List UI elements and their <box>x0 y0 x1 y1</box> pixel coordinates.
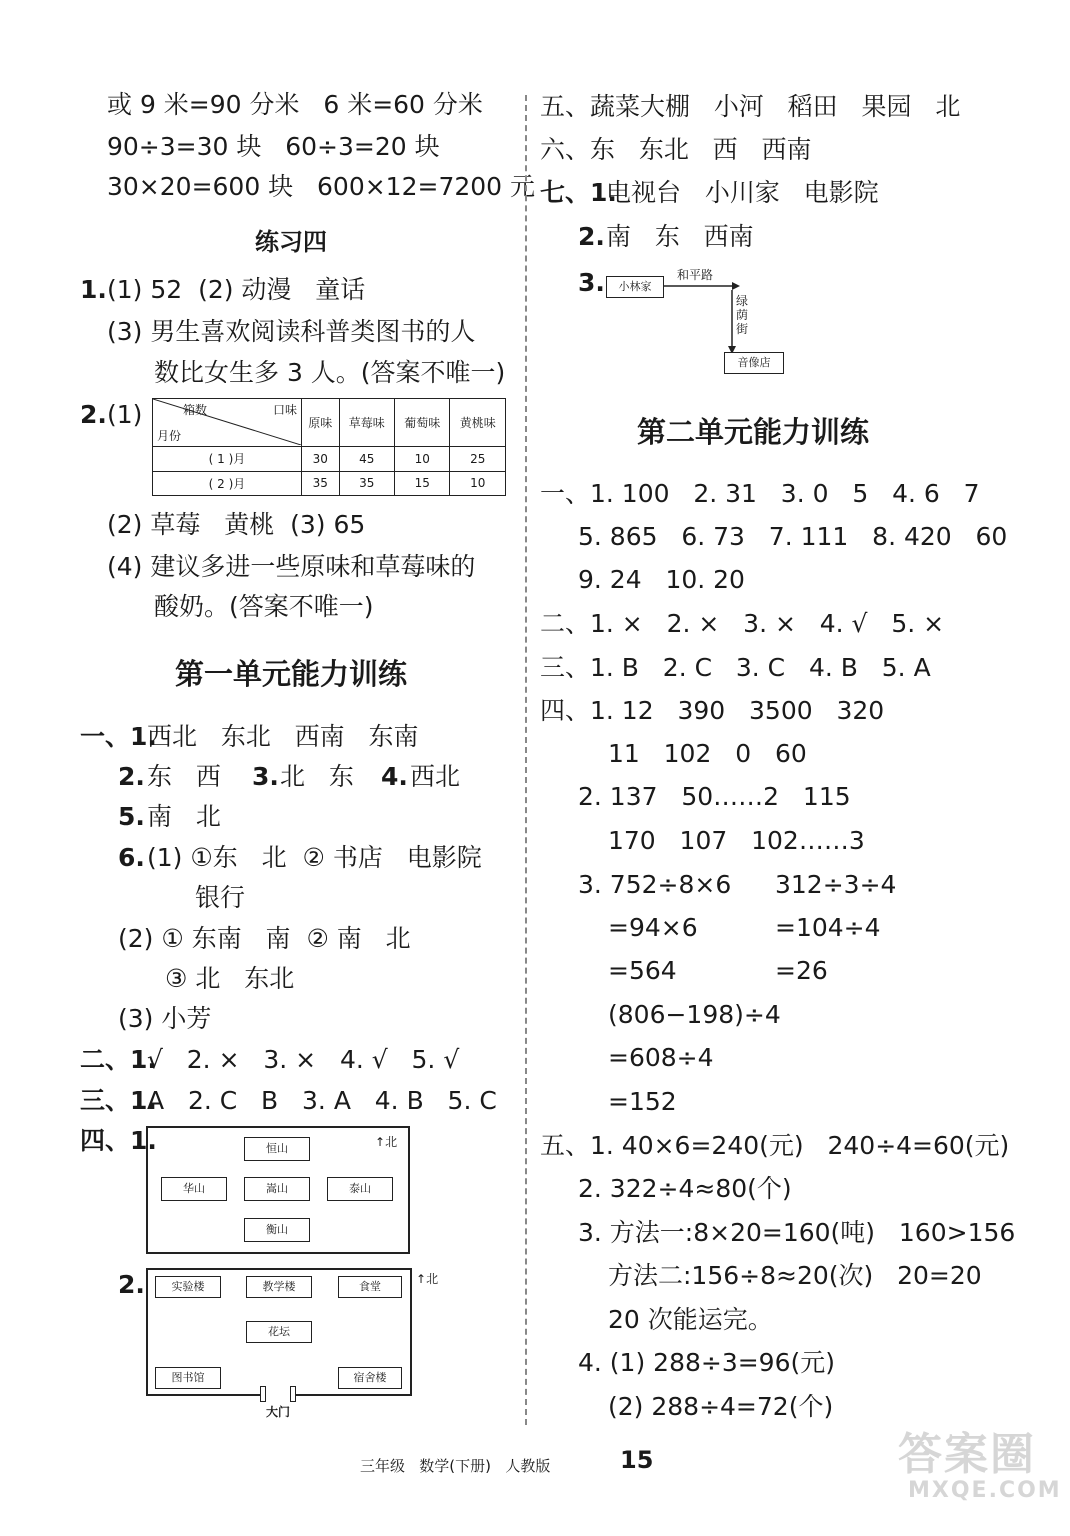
table-corner-header <box>153 399 302 447</box>
route-road1: 和平路 <box>677 268 714 282</box>
question-number: 3. <box>578 268 605 297</box>
answer-line: ③ 北 东北 <box>165 964 295 993</box>
question-number: 一、1. <box>80 722 157 751</box>
map-box-top: 恒山 <box>244 1137 310 1161</box>
answer-line: 4. (1) 288÷3=96(元) <box>578 1348 835 1377</box>
answer-line: (806−198)÷4 <box>608 1000 781 1029</box>
question-number: 2. <box>118 1270 145 1299</box>
north-label: 北 <box>385 1135 398 1149</box>
answer-line: 20 次能运完。 <box>608 1305 773 1334</box>
answer-line: =26 <box>775 956 828 985</box>
answer-line: =564 <box>608 956 677 985</box>
north-arrow-icon: ↑北 <box>416 1272 439 1286</box>
answer-line: (1) <box>107 400 143 429</box>
table-cell: 15 <box>394 471 449 496</box>
answer-line: (3) 男生喜欢阅读科普类图书的人 <box>107 317 476 346</box>
answer-line: (1) ①东 北 ② 书店 电影院 <box>147 843 482 872</box>
corner-label-flavor: 口味 <box>272 403 297 417</box>
answer-line: (1) 52 (2) 动漫 童话 <box>107 275 366 304</box>
answer-line: 9. 24 10. 20 <box>578 565 745 594</box>
question-number: 4. <box>381 762 408 791</box>
answer-line: 或 9 米=90 分米 6 米=60 分米 <box>107 90 483 119</box>
question-number: 2. <box>80 400 107 429</box>
table-cell: 35 <box>302 471 340 496</box>
question-number: 3. <box>252 762 279 791</box>
answer-line: 数比女生多 3 人。(答案不唯一) <box>154 358 506 387</box>
question-number: 三、1. <box>80 1086 157 1115</box>
answer-line: 2. 137 50……2 115 <box>578 782 851 811</box>
table-cell: 30 <box>302 447 340 472</box>
answer-line: 南 北 <box>147 802 221 831</box>
answer-line: (4) 建议多进一些原味和草莓味的 <box>107 552 476 581</box>
answer-line: 北 东 <box>280 762 354 791</box>
answer-line: (3) 小芳 <box>118 1004 212 1033</box>
question-number: 七、1. <box>540 178 617 207</box>
route-end: 音像店 <box>724 352 784 374</box>
answer-line: 312÷3÷4 <box>775 870 897 899</box>
answer-line: 南 东 西南 <box>606 222 754 251</box>
answer-line: 五、蔬菜大棚 小河 稻田 果园 北 <box>540 92 961 121</box>
question-number: 5. <box>118 802 145 831</box>
answer-line: 11 102 0 60 <box>608 739 807 768</box>
corner-label-boxes: 箱数 <box>183 403 208 417</box>
map-box-teaching: 教学楼 <box>246 1276 312 1298</box>
answer-line: 170 107 102……3 <box>608 826 865 855</box>
corner-label-month: 月份 <box>157 429 182 443</box>
map-box-library: 图书馆 <box>155 1367 221 1389</box>
answer-line: A 2. C B 3. A 4. B 5. C <box>147 1086 497 1115</box>
answer-line: 六、东 东北 西 西南 <box>540 135 812 164</box>
answer-line: (2) 草莓 黄桃 (3) 65 <box>107 510 366 539</box>
footer-text: 三年级 数学(下册) 人教版 <box>360 1457 551 1475</box>
north-label: 北 <box>426 1272 439 1286</box>
table-cell: 10 <box>394 447 449 472</box>
answer-line: 西北 <box>410 762 461 791</box>
answer-line: 酸奶。(答案不唯一) <box>154 592 374 621</box>
answer-line: 四、1. 12 390 3500 320 <box>540 696 885 725</box>
north-arrow-icon: ↑北 <box>375 1135 398 1149</box>
answer-line: (2) 288÷4=72(个) <box>608 1392 834 1421</box>
answer-line: 西北 东北 西南 东南 <box>147 722 419 751</box>
gate-label: 大门 <box>266 1405 291 1419</box>
map-box-right: 泰山 <box>327 1177 393 1201</box>
answer-line: =152 <box>608 1087 677 1116</box>
row-label: ( 1 )月 <box>153 447 302 472</box>
answer-line: (2) ① 东南 南 ② 南 北 <box>118 924 411 953</box>
gate-post-right <box>290 1386 296 1402</box>
section-title-unit2: 第二单元能力训练 <box>637 415 870 449</box>
yogurt-sales-table <box>152 398 506 496</box>
page-number: 15 <box>620 1446 654 1474</box>
question-number: 6. <box>118 843 145 872</box>
watermark-url: MXQE.COM <box>908 1478 1062 1503</box>
table-header: 原味 <box>302 399 340 447</box>
answer-line: =94×6 <box>608 913 698 942</box>
table-header: 黄桃味 <box>450 399 506 447</box>
table-header: 葡萄味 <box>394 399 449 447</box>
question-number: 1. <box>80 275 107 304</box>
answer-line: 东 西 <box>147 762 221 791</box>
gate-post-left <box>260 1386 266 1402</box>
question-number: 2. <box>118 762 145 791</box>
answer-line: =608÷4 <box>608 1043 714 1072</box>
answer-line: 二、1. × 2. × 3. × 4. √ 5. × <box>540 609 945 638</box>
map-box-canteen: 食堂 <box>338 1276 402 1298</box>
table-cell: 10 <box>450 471 506 496</box>
section-title-unit1: 第一单元能力训练 <box>175 657 408 691</box>
answer-line: 2. 322÷4≈80(个) <box>578 1174 792 1203</box>
answer-line: 30×20=600 块 600×12=7200 元 <box>107 172 536 201</box>
answer-line: 一、1. 100 2. 31 3. 0 5 4. 6 7 <box>540 479 980 508</box>
table-cell: 45 <box>339 447 394 472</box>
answer-line: 90÷3=30 块 60÷3=20 块 <box>107 132 440 161</box>
answer-line: 5. 865 6. 73 7. 111 8. 420 60 <box>578 522 1008 551</box>
table-cell: 35 <box>339 471 394 496</box>
answer-line: 电视台 小川家 电影院 <box>606 178 879 207</box>
answer-line: 方法二:156÷8≈20(次) 20=20 <box>608 1261 982 1290</box>
answer-line: 3. 方法一:8×20=160(吨) 160>156 <box>578 1218 1016 1247</box>
answer-line: 银行 <box>195 883 246 912</box>
question-number: 2. <box>578 222 605 251</box>
map-box-dorm: 宿舍楼 <box>338 1367 402 1389</box>
watermark: 答案圈 <box>898 1429 1036 1480</box>
answer-line: =104÷4 <box>775 913 881 942</box>
map-box-garden: 花坛 <box>246 1321 312 1343</box>
answer-line: 3. 752÷8×6 <box>578 870 732 899</box>
map-box-lab: 实验楼 <box>155 1276 221 1298</box>
question-number: 二、1. <box>80 1045 157 1074</box>
gate-gap <box>262 1384 292 1398</box>
table-row <box>153 447 506 472</box>
answer-line: 三、1. B 2. C 3. C 4. B 5. A <box>540 653 931 682</box>
map-box-bottom: 衡山 <box>244 1218 310 1242</box>
route-start: 小林家 <box>606 276 664 298</box>
table-header: 草莓味 <box>339 399 394 447</box>
map-box-center: 嵩山 <box>244 1177 310 1201</box>
question-number: 四、1. <box>80 1126 157 1155</box>
answer-line: 五、1. 40×6=240(元) 240÷4=60(元) <box>540 1131 1010 1160</box>
answer-line: √ 2. × 3. × 4. √ 5. √ <box>147 1045 460 1074</box>
column-divider <box>525 95 527 1425</box>
table-row <box>153 471 506 496</box>
section-title-lianxi4: 练习四 <box>255 228 327 256</box>
row-label: ( 2 )月 <box>153 471 302 496</box>
route-road2: 绿荫街 <box>736 294 749 336</box>
table-cell: 25 <box>450 447 506 472</box>
map-box-left: 华山 <box>161 1177 227 1201</box>
